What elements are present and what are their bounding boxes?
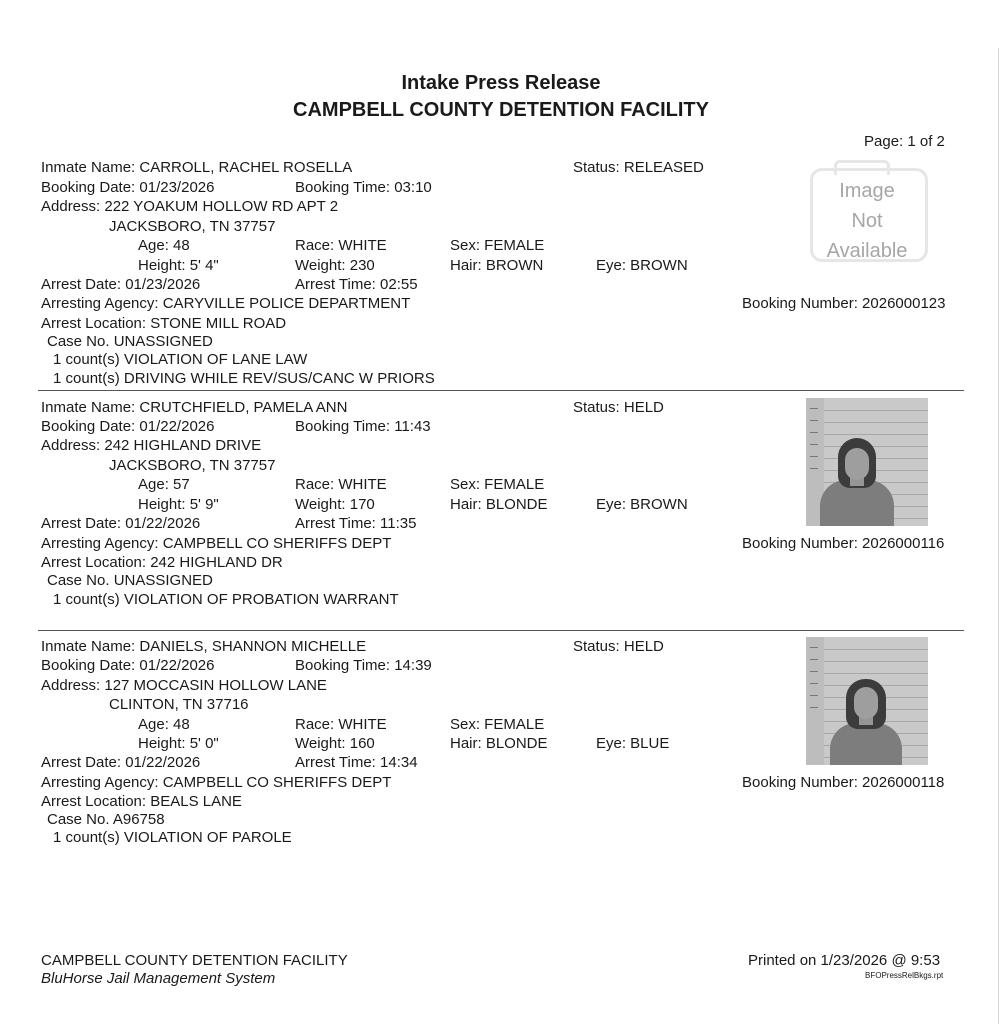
- arresting-agency: Arresting Agency: CAMPBELL CO SHERIFFS DEPT: [41, 774, 392, 791]
- inmate-status: Status: HELD: [573, 638, 664, 655]
- record-divider: [38, 390, 964, 391]
- printed-timestamp: Printed on 1/23/2026 @ 9:53: [748, 952, 941, 969]
- booking-number: Booking Number: 2026000123: [742, 295, 946, 312]
- arresting-agency: Arresting Agency: CARYVILLE POLICE DEPARTMENT: [41, 295, 411, 312]
- placeholder-line: Available: [826, 240, 908, 262]
- mugshot-photo: [806, 637, 928, 765]
- sex: Sex: FEMALE: [450, 476, 545, 493]
- eye: Eye: BROWN: [596, 257, 688, 274]
- booking-time: Booking Time: 14:39: [295, 657, 432, 674]
- booking-date: Booking Date: 01/22/2026: [41, 657, 215, 674]
- arrest-location: Arrest Location: 242 HIGHLAND DR: [41, 554, 283, 571]
- arrest-time: Arrest Time: 11:35: [295, 515, 417, 532]
- inmate-status: Status: HELD: [573, 399, 664, 416]
- charge: 1 count(s) VIOLATION OF PROBATION WARRANT: [53, 591, 399, 608]
- booking-date: Booking Date: 01/23/2026: [41, 179, 215, 196]
- hair: Hair: BROWN: [450, 257, 544, 274]
- booking-date: Booking Date: 01/22/2026: [41, 418, 215, 435]
- race: Race: WHITE: [295, 716, 387, 733]
- arrest-location: Arrest Location: STONE MILL ROAD: [41, 315, 287, 332]
- case-number: Case No. UNASSIGNED: [47, 572, 213, 589]
- age: Age: 48: [138, 237, 190, 254]
- charge: 1 count(s) DRIVING WHILE REV/SUS/CANC W PRIORS: [53, 370, 435, 387]
- race: Race: WHITE: [295, 476, 387, 493]
- inmate-name: Inmate Name: CRUTCHFIELD, PAMELA ANN: [41, 399, 348, 416]
- arrest-time: Arrest Time: 02:55: [295, 276, 418, 293]
- sex: Sex: FEMALE: [450, 237, 545, 254]
- image-not-available-placeholder: [806, 158, 928, 286]
- booking-number: Booking Number: 2026000118: [742, 774, 945, 791]
- charge: 1 count(s) VIOLATION OF LANE LAW: [53, 351, 308, 368]
- height: Height: 5' 9": [138, 496, 219, 513]
- hair: Hair: BLONDE: [450, 735, 548, 752]
- arrest-date: Arrest Date: 01/22/2026: [41, 754, 201, 771]
- case-number: Case No. A96758: [47, 811, 165, 828]
- weight: Weight: 160: [295, 735, 375, 752]
- arresting-agency: Arresting Agency: CAMPBELL CO SHERIFFS DEPT: [41, 535, 392, 552]
- inmate-name: Inmate Name: DANIELS, SHANNON MICHELLE: [41, 638, 367, 655]
- footer-facility: CAMPBELL COUNTY DETENTION FACILITY: [41, 952, 348, 969]
- weight: Weight: 230: [295, 257, 375, 274]
- weight: Weight: 170: [295, 496, 375, 513]
- inmate-name: Inmate Name: CARROLL, RACHEL ROSELLA: [41, 159, 353, 176]
- address-line2: CLINTON, TN 37716: [109, 696, 249, 713]
- arrest-time: Arrest Time: 14:34: [295, 754, 418, 771]
- booking-time: Booking Time: 03:10: [295, 179, 432, 196]
- age: Age: 48: [138, 716, 190, 733]
- page-edge: [998, 48, 999, 1024]
- booking-number: Booking Number: 2026000116: [742, 535, 945, 552]
- placeholder-line: Not: [851, 210, 883, 232]
- booking-time: Booking Time: 11:43: [295, 418, 431, 435]
- placeholder-line: Image: [839, 180, 895, 202]
- address-line1: Address: 127 MOCCASIN HOLLOW LANE: [41, 677, 327, 694]
- address-line2: JACKSBORO, TN 37757: [109, 457, 276, 474]
- hair: Hair: BLONDE: [450, 496, 548, 513]
- address-line1: Address: 242 HIGHLAND DRIVE: [41, 437, 262, 454]
- height: Height: 5' 4": [138, 257, 219, 274]
- document-title: Intake Press Release: [401, 72, 601, 94]
- arrest-date: Arrest Date: 01/23/2026: [41, 276, 201, 293]
- record-divider: [38, 630, 964, 631]
- address-line2: JACKSBORO, TN 37757: [109, 218, 276, 235]
- eye: Eye: BLUE: [596, 735, 670, 752]
- page-indicator: Page: 1 of 2: [864, 133, 945, 150]
- eye: Eye: BROWN: [596, 496, 688, 513]
- mugshot-photo: [806, 398, 928, 526]
- inmate-status: Status: RELEASED: [573, 159, 704, 176]
- case-number: Case No. UNASSIGNED: [47, 333, 213, 350]
- report-filename: BFOPressRelBkgs.rpt: [865, 971, 944, 980]
- age: Age: 57: [138, 476, 190, 493]
- sex: Sex: FEMALE: [450, 716, 545, 733]
- arrest-location: Arrest Location: BEALS LANE: [41, 793, 242, 810]
- race: Race: WHITE: [295, 237, 387, 254]
- facility-title: CAMPBELL COUNTY DETENTION FACILITY: [293, 99, 709, 121]
- arrest-date: Arrest Date: 01/22/2026: [41, 515, 201, 532]
- charge: 1 count(s) VIOLATION OF PAROLE: [53, 829, 292, 846]
- footer-system: BluHorse Jail Management System: [41, 970, 276, 987]
- address-line1: Address: 222 YOAKUM HOLLOW RD APT 2: [41, 198, 339, 215]
- height: Height: 5' 0": [138, 735, 219, 752]
